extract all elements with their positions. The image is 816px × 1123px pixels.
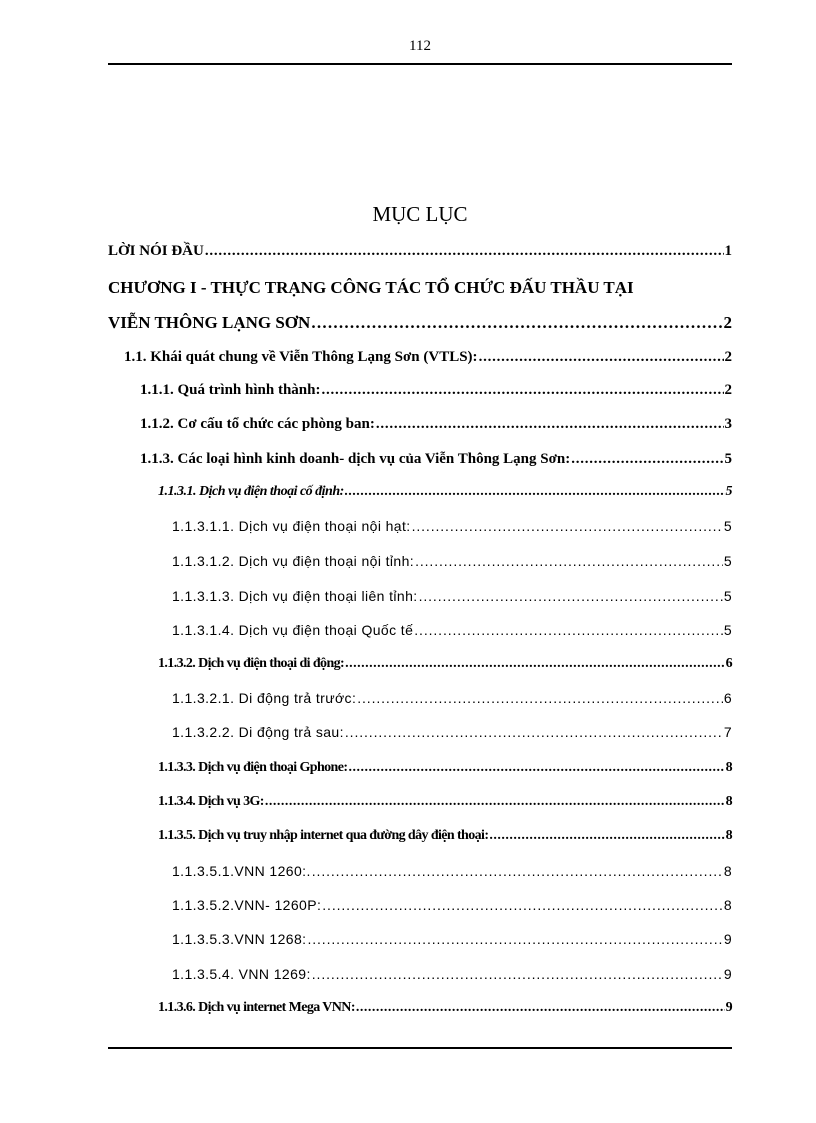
toc-entry-page: 2 <box>724 349 732 365</box>
dot-leader <box>312 861 723 881</box>
dot-leader <box>312 964 723 984</box>
toc-entry[interactable] <box>158 482 732 502</box>
toc-entry-page: 5 <box>723 553 732 569</box>
toc-entry[interactable] <box>172 895 732 915</box>
toc-entry[interactable] <box>140 449 732 469</box>
toc-entry-text: 1.1.2. Cơ cấu tổ chức các phòng ban: <box>140 416 375 432</box>
dot-leader <box>357 688 723 708</box>
dot-leader <box>489 826 724 846</box>
toc-entry-text: 1.1.3.1.1. Dịch vụ điện thoại nội hạt: <box>172 518 411 534</box>
dot-leader <box>571 449 723 469</box>
toc-entry-text: 1.1.3.4. Dịch vụ 3G: <box>158 794 264 809</box>
dot-leader <box>322 895 723 915</box>
toc-entry-page: 8 <box>725 760 732 775</box>
toc-entry-text: 1.1. Khái quát chung về Viễn Thông Lạng Sơn (VTLS): <box>124 349 478 365</box>
toc-entry[interactable] <box>140 380 732 400</box>
toc-entry[interactable] <box>108 313 732 333</box>
toc-entry[interactable] <box>172 620 732 640</box>
toc-entry[interactable] <box>124 347 732 367</box>
dot-leader <box>321 380 723 400</box>
dot-leader <box>205 241 724 261</box>
toc-entry-text: 1.1.3.3. Dịch vụ điện thoại Gphone: <box>158 760 348 775</box>
dot-leader <box>414 620 723 640</box>
toc-entry-text: LỜI NÓI ĐẦU <box>108 243 204 259</box>
dot-leader <box>345 722 723 742</box>
dot-leader <box>479 347 724 367</box>
page-number: 112 <box>409 38 431 54</box>
toc-entry[interactable] <box>158 826 732 846</box>
toc-entry-text: 1.1.3.1. Dịch vụ điện thoại cố định: <box>158 484 344 499</box>
toc-entry-text: 1.1.3.1.4. Dịch vụ điện thoại Quốc tế <box>172 622 414 638</box>
toc-entry[interactable] <box>172 964 732 984</box>
toc-title: MỤC LỤC <box>372 202 468 226</box>
dot-leader <box>415 551 723 571</box>
toc-entry-page: 5 <box>723 518 732 534</box>
toc-entry-text: 1.1.3.6. Dịch vụ internet Mega VNN: <box>158 1000 355 1015</box>
toc-entry-text: VIỄN THÔNG LẠNG SƠN <box>108 313 311 332</box>
toc-entry[interactable] <box>172 516 732 536</box>
dot-leader <box>412 516 723 536</box>
dot-leader <box>307 929 722 949</box>
dot-leader <box>348 758 724 778</box>
toc-entry-page: 2 <box>723 313 732 332</box>
toc-entry-text: 1.1.3.2. Dịch vụ điện thoại di động: <box>158 656 345 671</box>
toc-entry-page: 6 <box>725 656 732 671</box>
toc-entry-text: CHƯƠNG I - THỰC TRẠNG CÔNG TÁC TỔ CHỨC ĐẤU THẦU TẠI <box>108 278 634 297</box>
toc-entry[interactable] <box>158 654 732 674</box>
toc-entry-page: 1 <box>724 243 732 259</box>
dot-leader <box>356 998 725 1018</box>
toc-entry-text: 1.1.3.2.2. Di động trả sau: <box>172 724 344 740</box>
toc-entry-page: 5 <box>723 588 732 604</box>
toc-entry[interactable] <box>172 722 732 742</box>
footer-rule <box>108 1047 732 1049</box>
toc-entry[interactable] <box>108 241 732 261</box>
toc-entry-page: 5 <box>725 484 732 499</box>
toc-entry-page: 9 <box>725 1000 732 1015</box>
toc-entry[interactable] <box>158 758 732 778</box>
toc-entry-text: 1.1.3.5.3.VNN 1268: <box>172 931 307 947</box>
toc-entry[interactable] <box>108 278 732 298</box>
dot-leader <box>419 586 723 606</box>
toc-entry-text: 1.1.3.2.1. Di động trả trước: <box>172 690 357 706</box>
dot-leader <box>311 313 722 333</box>
dot-leader <box>265 792 725 812</box>
toc-entry-page: 3 <box>724 416 732 432</box>
toc-entry-page: 8 <box>723 863 732 879</box>
toc-entry-page: 8 <box>725 794 732 809</box>
toc-entry-text: 1.1.3.1.3. Dịch vụ điện thoại liên tỉnh: <box>172 588 418 604</box>
toc-entry-text: 1.1.3.5.2.VNN- 1260P: <box>172 897 322 913</box>
toc-entry-text: 1.1.1. Quá trình hình thành: <box>140 382 321 398</box>
dot-leader <box>376 414 724 434</box>
toc-entry[interactable] <box>158 792 732 812</box>
toc-entry-page: 6 <box>723 690 732 706</box>
toc-entry[interactable] <box>172 688 732 708</box>
toc-entry-page: 7 <box>723 724 732 740</box>
toc-entry-text: 1.1.3.5. Dịch vụ truy nhập internet qua đường dây điện thoại: <box>158 828 489 843</box>
header-rule <box>108 63 732 65</box>
dot-leader <box>345 654 724 674</box>
toc-entry[interactable] <box>140 414 732 434</box>
toc-entry-text: 1.1.3.5.4. VNN 1269: <box>172 966 311 982</box>
toc-entry-page: 5 <box>723 622 732 638</box>
toc-entry-page: 2 <box>724 382 732 398</box>
toc-entry[interactable] <box>158 998 732 1018</box>
toc-entry-page: 9 <box>723 931 732 947</box>
toc-entry-text: 1.1.3.1.2. Dịch vụ điện thoại nội tỉnh: <box>172 553 415 569</box>
toc-entry[interactable] <box>172 551 732 571</box>
toc-entry[interactable] <box>172 586 732 606</box>
toc-entry-page: 9 <box>723 966 732 982</box>
toc-entry-text: 1.1.3. Các loại hình kinh doanh- dịch vụ của Viễn Thông Lạng Sơn: <box>140 451 571 467</box>
toc-entry-page: 8 <box>723 897 732 913</box>
toc-entry-text: 1.1.3.5.1.VNN 1260:. <box>172 863 311 879</box>
toc-entry-page: 5 <box>724 451 732 467</box>
toc-entry[interactable] <box>172 861 732 881</box>
toc-entry-page: 8 <box>725 828 732 843</box>
dot-leader <box>345 482 725 502</box>
toc-entry[interactable] <box>172 929 732 949</box>
